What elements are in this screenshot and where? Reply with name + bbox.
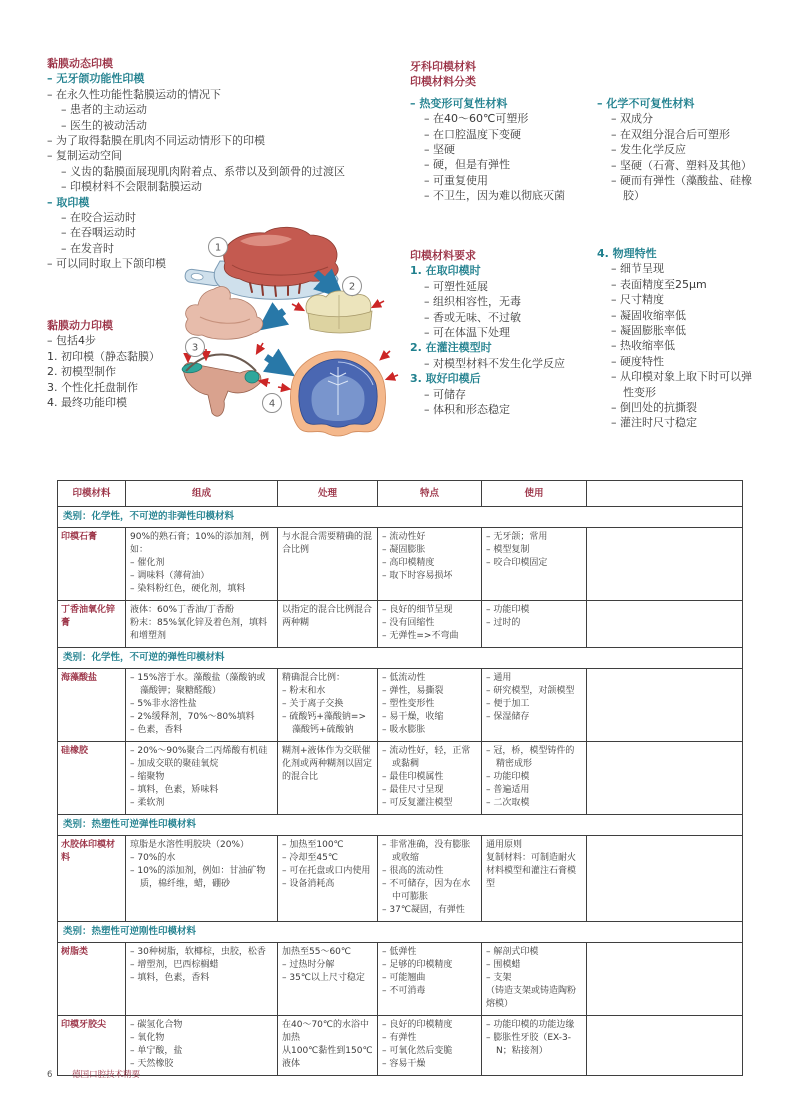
cell-line: – 保湿储存	[486, 712, 530, 722]
cell-line: – 膨胀性牙胶（EX-3-N；粘接剂）	[486, 1033, 571, 1056]
section-physical-properties	[597, 246, 755, 431]
cell-line: – 过时的	[486, 618, 521, 628]
workflow-illustration	[180, 225, 410, 455]
text-line: 黏膜动力印模	[47, 319, 113, 332]
text-line: – 可以同时取上下颌印模	[47, 257, 166, 271]
table-row	[58, 741, 742, 814]
cell-line: – 填料，色素，矫味料	[130, 785, 219, 795]
pointer-arrow-icon	[373, 301, 384, 307]
table-row	[58, 835, 742, 921]
table-cell	[125, 669, 277, 741]
material-name-cell: 丁香油氧化锌膏	[61, 605, 116, 628]
step1-initial-impression-illustration	[184, 227, 338, 299]
text-line: – 热变形可复性材料	[410, 96, 508, 110]
text-line: 黏膜动态印模	[47, 57, 113, 70]
table-header-cell: 特点	[377, 481, 481, 506]
cell-line: – 二次取模	[486, 798, 530, 808]
cell-line: – 不可储存，因为在水中可膨胀	[382, 879, 471, 902]
cell-line: – 支架	[486, 973, 512, 983]
material-name-cell: 硅橡胶	[61, 746, 89, 756]
table-cell	[277, 742, 377, 814]
cell-line: – 加热至100℃	[282, 840, 344, 850]
cell-line: 精确混合比例：	[282, 673, 346, 683]
cell-line: – 关于离子交换	[282, 699, 344, 709]
text-line: – 双成分	[611, 112, 653, 126]
text-line: – 灌注时尺寸稳定	[611, 416, 697, 430]
text-line: – 尺寸精度	[611, 293, 664, 307]
text-line: 1. 在取印模时	[410, 264, 481, 278]
section-chemical-irreversible	[597, 96, 755, 204]
material-name-cell: 树脂类	[61, 947, 89, 957]
cell-line: – 研究模型，对颌模型	[486, 686, 575, 696]
text-line: – 为了取得黏膜在肌肉不同运动情形下的印模	[47, 134, 265, 148]
table-cell	[481, 943, 586, 1015]
page-number: 6	[47, 1070, 53, 1080]
cell-line: – 取下时容易损坏	[382, 571, 453, 581]
text-line: – 倒凹处的抗撕裂	[611, 401, 697, 415]
table-cell	[481, 836, 586, 921]
svg-text:1: 1	[214, 242, 222, 254]
cell-line: 在40～70℃的水浴中加热	[282, 1020, 370, 1043]
cell-line: – 没有回缩性	[382, 618, 435, 628]
text-line: – 凝固收缩率低	[611, 308, 686, 322]
cell-line: – 有弹性	[382, 1033, 417, 1043]
table-cell	[377, 1016, 481, 1075]
cell-line: – 无弹性=>不弯曲	[382, 631, 459, 641]
table-cell	[586, 528, 742, 600]
text-line: – 在永久性功能性黏膜运动的情况下	[47, 87, 221, 101]
cell-line: 通用原则	[486, 840, 523, 850]
text-line: – 化学不可复性材料	[597, 97, 695, 110]
text-line: – 坚硬（石膏、塑料及其他）	[611, 158, 752, 172]
text-line: – 取印模	[47, 195, 90, 209]
table-cell	[586, 943, 742, 1015]
table-category-row: 类别：化学性，不可逆的弹性印模材料	[58, 647, 742, 668]
step4-final-impression-illustration	[278, 351, 398, 436]
cell-line: – 5%非水溶性盐	[130, 699, 197, 709]
cell-line: – 低流动性	[382, 673, 426, 683]
text-line: – 在发音时	[61, 241, 114, 255]
cell-line: – 流动性好	[382, 532, 426, 542]
cell-line: – 塑性变形性	[382, 699, 435, 709]
cell-line: – 可能翘曲	[382, 973, 426, 983]
table-cell	[481, 742, 586, 814]
cell-line: – 良好的印模精度	[382, 1020, 453, 1030]
text-line: 2. 在灌注模型时	[410, 341, 492, 355]
cell-line: – 易干燥，收缩	[382, 712, 444, 722]
svg-text:2: 2	[348, 281, 356, 293]
cell-line: – 碳氢化合物	[130, 1020, 183, 1030]
svg-text:4: 4	[268, 398, 276, 410]
cell-line: – 高印模精度	[382, 558, 435, 568]
cell-line: – 过热时分解	[282, 960, 335, 970]
table-category-row: 类别：热塑性可逆刚性印模材料	[58, 921, 742, 942]
cell-line: – 粉末和水	[282, 686, 326, 696]
cell-line: – 15%溶于水。藻酸盐（藻酸钠或藻酸钾；聚糖醛酸）	[130, 673, 266, 696]
cell-line: – 增塑剂，巴西棕榈蜡	[130, 960, 219, 970]
text-line: – 香或无味、不过敏	[424, 310, 521, 324]
pointer-arrow-icon	[257, 343, 263, 353]
cell-line: – 凝固膨胀	[382, 545, 426, 555]
cell-line: – 冷却至45℃	[282, 853, 338, 863]
pointer-arrow-icon	[381, 351, 390, 359]
table-cell	[125, 836, 277, 921]
step-2-badge	[343, 277, 362, 296]
table-category-row: 类别：化学性，不可逆的非弹性印模材料	[58, 506, 742, 527]
table-cell	[277, 943, 377, 1015]
text-line: 4. 物理特性	[597, 247, 657, 260]
table-row	[58, 527, 742, 600]
pointer-arrow-icon	[292, 304, 303, 310]
table-category-row: 类别：热塑性可逆弹性印模材料	[58, 814, 742, 835]
cell-line: – 功能印模	[486, 605, 530, 615]
text-line: – 义齿的黏膜面展现肌肉附着点、系带以及到颌骨的过渡区	[61, 164, 345, 178]
cell-line: – 便于加工	[486, 699, 530, 709]
cell-line: – 37℃凝固，有弹性	[382, 905, 465, 915]
cell-line: 复制材料：可制造耐火材料模型和灌注石膏模型	[486, 853, 577, 889]
text-line: – 组织相容性，无毒	[424, 295, 521, 309]
table-header-cell: 使用	[481, 481, 586, 506]
cell-line: 琼脂是水溶性明胶块（20%）	[130, 840, 250, 850]
cell-line: – 通用	[486, 673, 512, 683]
materials-table	[57, 480, 743, 1076]
text-line: – 细节呈现	[611, 262, 664, 276]
step-3-badge	[186, 338, 205, 357]
cell-line: – 20%～90%聚合二丙烯酸有机硅	[130, 746, 268, 756]
text-line: – 印模材料不会限制黏膜运动	[61, 180, 202, 194]
text-line: 1. 初印模（静态黏膜）	[47, 349, 160, 363]
cell-line: – 柔软剂	[130, 798, 165, 808]
table-header-cell	[586, 481, 742, 506]
table-cell	[377, 836, 481, 921]
cell-line: – 围模蜡	[486, 960, 521, 970]
cell-line: – 容易干燥	[382, 1059, 426, 1069]
table-header-cell: 组成	[125, 481, 277, 506]
table-cell	[377, 742, 481, 814]
cell-line: – 加成交联的聚硅氧烷	[130, 759, 219, 769]
cell-line: – 70%的水	[130, 853, 176, 863]
material-name-cell: 海藻酸盐	[61, 673, 98, 683]
text-line: – 从印模对象上取下时可以弹性变形	[611, 370, 752, 399]
cell-line: – 可氧化然后变脆	[382, 1046, 453, 1056]
table-header-cell: 处理	[277, 481, 377, 506]
table-cell	[125, 601, 277, 647]
cell-line: – 冠，桥，模型铸件的精密成形	[486, 746, 575, 769]
cell-line: 糊剂+液体作为交联催化剂或两种糊剂以固定的混合比	[282, 746, 373, 782]
step-1-badge	[209, 238, 228, 257]
cell-line: – 吸水膨胀	[382, 725, 426, 735]
flow-arrow-icon	[265, 311, 284, 325]
text-line: – 可塑性延展	[424, 279, 488, 293]
text-line: – 可重复使用	[424, 173, 488, 187]
cell-line: – 催化剂	[130, 558, 165, 568]
cell-line: – 设备消耗高	[282, 879, 335, 889]
text-line: 3. 取好印模后	[410, 372, 481, 386]
pointer-arrow-icon	[260, 381, 270, 383]
cell-line: – 很高的流动性	[382, 866, 444, 876]
cell-line: – 氧化物	[130, 1033, 165, 1043]
cell-line: 从100℃黏性到150℃液体	[282, 1046, 373, 1069]
cell-line: – 无牙颌；常用	[486, 532, 548, 542]
pointer-arrow-icon	[278, 387, 289, 389]
text-line: – 患者的主动运动	[61, 103, 147, 117]
cell-line: – 可反复灌注模型	[382, 798, 453, 808]
cell-line: – 硫酸钙+藻酸钠=> 藻酸钙+硫酸钠	[282, 712, 366, 735]
cell-line: – 缩聚物	[130, 772, 165, 782]
table-cell	[277, 669, 377, 741]
text-line: 2. 初模型制作	[47, 365, 116, 379]
svg-text:3: 3	[191, 342, 199, 354]
cell-line: – 30种树脂，软椰棕，虫胶，松香	[130, 947, 266, 957]
cell-line: 90%的熟石膏；10%的添加剂，例如：	[130, 532, 270, 555]
cell-line: – 解剖式印模	[486, 947, 539, 957]
cell-line: – 10%的添加剂，例如：甘油矿物质，棉纤维，蜡，硼砂	[130, 866, 266, 889]
cell-line: – 流动性好，轻，正常或黏稠	[382, 746, 471, 769]
cell-line: 以指定的混合比例混合两种糊	[282, 605, 373, 628]
pointer-arrow-icon	[387, 375, 398, 379]
cell-line: – 非常准确，没有膨胀或收缩	[382, 840, 471, 863]
table-cell	[586, 601, 742, 647]
text-line: – 热收缩率低	[611, 339, 675, 353]
text-line: – 坚硬	[424, 143, 455, 157]
table-cell	[277, 528, 377, 600]
cell-line: – 低弹性	[382, 947, 417, 957]
text-line: 印模材料分类	[410, 75, 476, 89]
table-cell	[586, 1016, 742, 1075]
table-cell	[377, 943, 481, 1015]
cell-line: – 填料，色素，香料	[130, 973, 210, 983]
material-name-cell: 印模石膏	[61, 532, 98, 542]
flow-arrow-icon	[266, 357, 287, 371]
text-line: – 硬，但是有弹性	[424, 158, 510, 172]
table-cell	[586, 836, 742, 921]
section-impression-requirements	[410, 248, 570, 417]
table-header-cell: 印模材料	[72, 488, 111, 499]
cell-line: – 咬合印模固定	[486, 558, 548, 568]
text-line: – 在口腔温度下变硬	[424, 127, 521, 141]
text-line: – 在咬合运动时	[61, 211, 136, 225]
book-title: 德国口腔技术精要	[72, 1070, 141, 1080]
table-cell	[377, 601, 481, 647]
cell-line: 液体：60%丁香油/丁香酚	[130, 605, 235, 615]
table-row	[58, 668, 742, 741]
cell-line: – 35℃以上尺寸稳定	[282, 973, 365, 983]
cell-line: – 不可消毒	[382, 986, 426, 996]
table-cell	[481, 669, 586, 741]
cell-line: – 弹性，易撕裂	[382, 686, 444, 696]
cell-line: – 功能印模的功能边缘	[486, 1020, 575, 1030]
cell-line: – 最佳印模属性	[382, 772, 444, 782]
cell-line: （铸造支架或铸造陶粉熔模）	[486, 986, 577, 1009]
cell-line: 粉末：85%氧化锌及着色剂，填料和增塑剂	[130, 618, 268, 641]
text-line: – 在双组分混合后可塑形	[611, 127, 730, 141]
text-line: – 可储存	[424, 387, 466, 401]
table-cell	[481, 1016, 586, 1075]
table-cell	[125, 528, 277, 600]
text-line: 印模材料要求	[410, 249, 476, 262]
table-cell	[277, 836, 377, 921]
material-name-cell: 水胶体印模材料	[61, 840, 116, 863]
text-line: – 不卫生，因为难以彻底灭菌	[424, 189, 565, 203]
table-row	[58, 1015, 742, 1075]
text-line: – 凝固膨胀率低	[611, 324, 686, 338]
text-line: – 发生化学反应	[611, 143, 686, 157]
table-header-row	[58, 481, 742, 506]
text-line: – 在40～60℃可塑形	[424, 112, 529, 126]
text-line: – 无牙颌功能性印模	[47, 72, 145, 86]
text-line: 牙科印模材料	[410, 60, 476, 73]
table-cell	[277, 601, 377, 647]
table-cell	[586, 742, 742, 814]
table-cell	[277, 1016, 377, 1075]
text-line: – 体积和形态稳定	[424, 403, 510, 417]
text-line: – 可在体温下处理	[424, 326, 510, 340]
text-line: – 包括4步	[47, 334, 96, 348]
table-row	[58, 942, 742, 1015]
cell-line: 与水混合需要精确的混合比例	[282, 532, 373, 555]
cell-line: – 足够的印模精度	[382, 960, 453, 970]
cell-line: – 调味料（薄荷油）	[130, 571, 210, 581]
cell-line: – 可在托盘或口内使用	[282, 866, 371, 876]
page-footer	[47, 1068, 140, 1080]
text-line: 3. 个性化托盘制作	[47, 380, 138, 394]
table-cell	[377, 528, 481, 600]
table-row	[58, 600, 742, 647]
text-line: – 表面精度至25μm	[611, 277, 707, 291]
text-line: – 硬而有弹性（藻酸盐、硅橡胶）	[611, 174, 752, 203]
text-line: – 复制运动空间	[47, 149, 122, 163]
text-line: – 硬度特性	[611, 354, 664, 368]
cell-line: – 2%缓释剂，70%～80%填料	[130, 712, 255, 722]
cell-line: – 功能印模	[486, 772, 530, 782]
cell-line: – 普遍适用	[486, 785, 530, 795]
table-cell	[125, 742, 277, 814]
table-cell	[481, 528, 586, 600]
cell-line: – 最佳尺寸呈现	[382, 785, 444, 795]
table-cell	[125, 1016, 277, 1075]
cell-line: – 天然橡胶	[130, 1059, 174, 1069]
cell-line: – 模型复制	[486, 545, 530, 555]
text-line: – 对模型材料不发生化学反应	[424, 356, 565, 370]
table-cell	[125, 943, 277, 1015]
cell-line: – 色素，香料	[130, 725, 183, 735]
text-line: – 医生的被动活动	[61, 118, 147, 132]
step-4-badge	[263, 394, 282, 413]
table-cell	[481, 601, 586, 647]
table-cell	[586, 669, 742, 741]
section-dental-impression-materials	[410, 59, 592, 204]
text-line: 4. 最终功能印模	[47, 396, 127, 410]
text-line: – 在吞咽运动时	[61, 226, 136, 240]
cell-line: – 染料粉红色，硬化剂，填料	[130, 584, 246, 594]
cell-line: – 单宁酸，盐	[130, 1046, 183, 1056]
cell-line: – 良好的细节呈现	[382, 605, 453, 615]
table-cell	[377, 669, 481, 741]
material-name-cell: 印模牙胶尖	[61, 1020, 107, 1030]
cell-line: 加热至55～60℃	[282, 947, 352, 957]
